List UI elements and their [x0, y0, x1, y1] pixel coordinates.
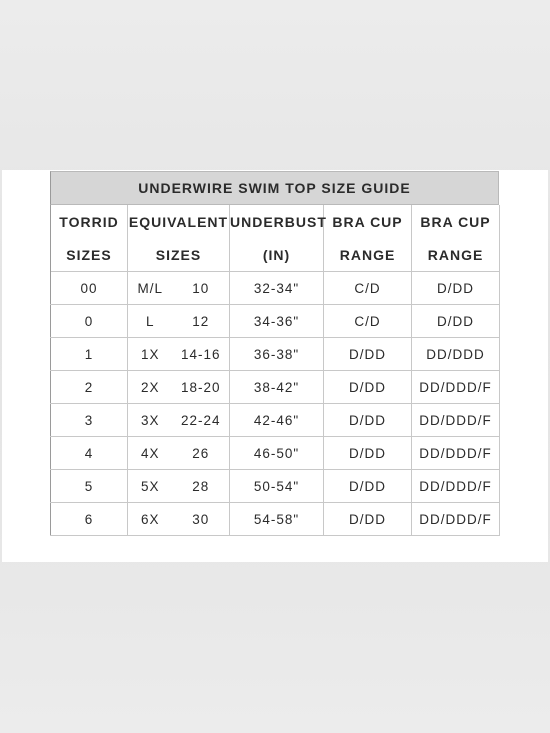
cell-cup2: DD/DDD/F [412, 503, 500, 536]
cell-torrid: 00 [51, 272, 128, 305]
cell-torrid: 4 [51, 437, 128, 470]
cell-torrid: 5 [51, 470, 128, 503]
header-range-1: RANGE [324, 238, 412, 272]
cell-numeric: 18-20 [173, 371, 230, 404]
table-row [51, 305, 500, 338]
table-title: UNDERWIRE SWIM TOP SIZE GUIDE [50, 171, 499, 205]
cell-cup1: D/DD [324, 437, 412, 470]
cell-underbust: 54-58" [230, 503, 324, 536]
cell-cup1: C/D [324, 305, 412, 338]
header-equivalent-sizes: SIZES [128, 238, 230, 272]
cell-cup2: DD/DDD/F [412, 437, 500, 470]
cell-underbust: 50-54" [230, 470, 324, 503]
cell-cup1: D/DD [324, 503, 412, 536]
size-guide-table [50, 171, 499, 536]
table-row [51, 338, 500, 371]
cell-numeric: 12 [173, 305, 230, 338]
table-row [51, 272, 500, 305]
header-equivalent: EQUIVALENT [128, 205, 230, 238]
table-row [51, 371, 500, 404]
table-row [51, 503, 500, 536]
cell-underbust: 42-46" [230, 404, 324, 437]
cell-underbust: 38-42" [230, 371, 324, 404]
cell-torrid: 2 [51, 371, 128, 404]
header-row-1 [51, 205, 500, 238]
header-row-2 [51, 238, 500, 272]
cell-numeric: 22-24 [173, 404, 230, 437]
cell-underbust: 46-50" [230, 437, 324, 470]
table-row [51, 470, 500, 503]
cell-cup2: D/DD [412, 272, 500, 305]
header-sizes: SIZES [51, 238, 128, 272]
cell-torrid: 6 [51, 503, 128, 536]
cell-alpha: 1X [128, 338, 173, 371]
size-table [50, 205, 500, 536]
cell-cup2: DD/DDD/F [412, 371, 500, 404]
cell-alpha: M/L [128, 272, 173, 305]
cell-alpha: 3X [128, 404, 173, 437]
cell-numeric: 30 [173, 503, 230, 536]
header-torrid: TORRID [51, 205, 128, 238]
cell-cup1: C/D [324, 272, 412, 305]
header-in: (IN) [230, 238, 324, 272]
header-range-2: RANGE [412, 238, 500, 272]
cell-numeric: 28 [173, 470, 230, 503]
cell-alpha: 4X [128, 437, 173, 470]
table-row [51, 404, 500, 437]
cell-numeric: 14-16 [173, 338, 230, 371]
cell-underbust: 36-38" [230, 338, 324, 371]
header-underbust: UNDERBUST [230, 205, 324, 238]
cell-cup2: DD/DDD/F [412, 470, 500, 503]
header-bra-cup-1: BRA CUP [324, 205, 412, 238]
cell-cup1: D/DD [324, 470, 412, 503]
cell-torrid: 3 [51, 404, 128, 437]
cell-underbust: 32-34" [230, 272, 324, 305]
table-row [51, 437, 500, 470]
cell-alpha: L [128, 305, 173, 338]
cell-cup2: DD/DDD/F [412, 404, 500, 437]
cell-numeric: 10 [173, 272, 230, 305]
cell-underbust: 34-36" [230, 305, 324, 338]
cell-cup2: D/DD [412, 305, 500, 338]
cell-numeric: 26 [173, 437, 230, 470]
cell-cup1: D/DD [324, 404, 412, 437]
cell-alpha: 6X [128, 503, 173, 536]
cell-alpha: 2X [128, 371, 173, 404]
header-bra-cup-2: BRA CUP [412, 205, 500, 238]
cell-torrid: 0 [51, 305, 128, 338]
cell-torrid: 1 [51, 338, 128, 371]
cell-cup1: D/DD [324, 338, 412, 371]
cell-alpha: 5X [128, 470, 173, 503]
cell-cup2: DD/DDD [412, 338, 500, 371]
cell-cup1: D/DD [324, 371, 412, 404]
